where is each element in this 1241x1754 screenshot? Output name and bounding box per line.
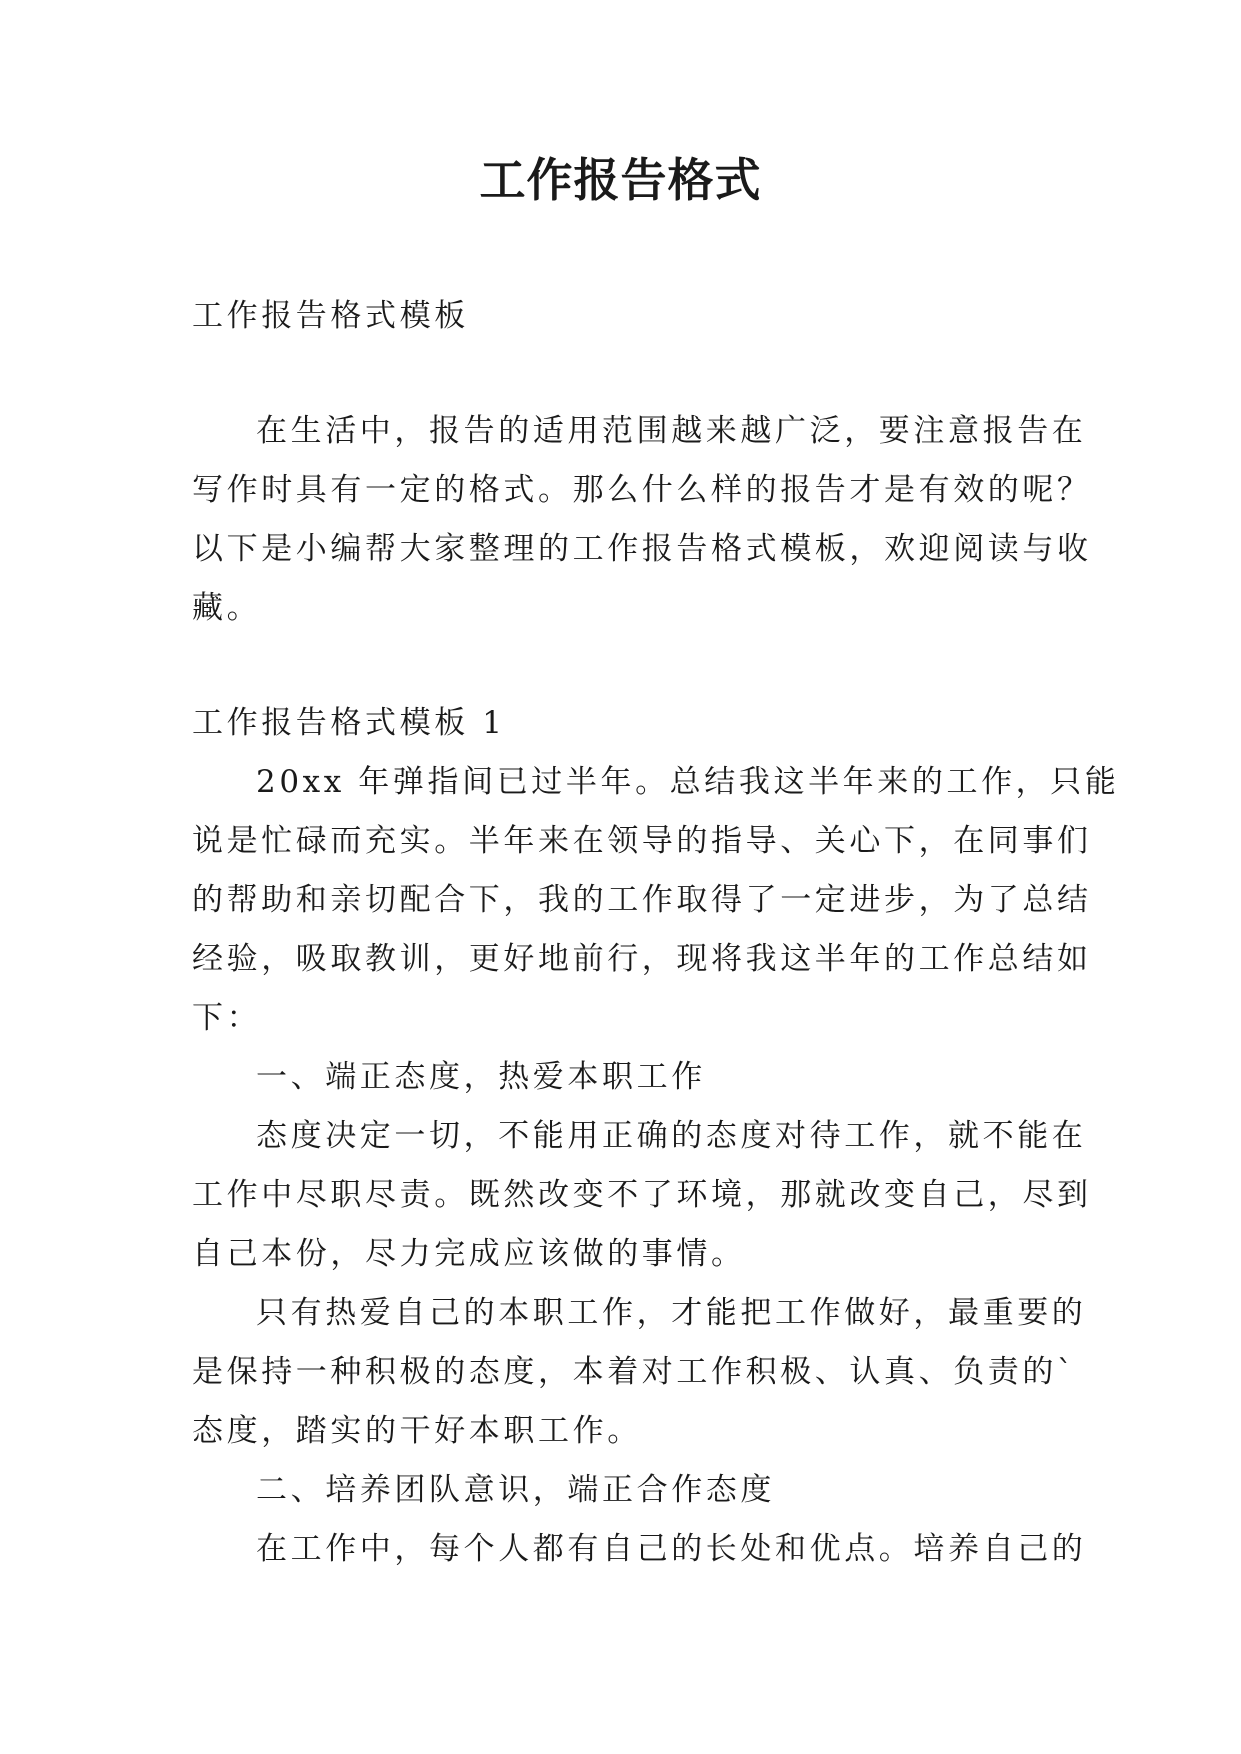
section-heading: 工作报告格式模板 1 (192, 705, 506, 741)
subsection-heading: 二、培养团队意识，端正合作态度 (256, 1472, 775, 1508)
paragraph-line: 以下是小编帮大家整理的工作报告格式模板，欢迎阅读与收 (192, 531, 1092, 567)
paragraph-line: 工作中尽职尽责。既然改变不了环境，那就改变自己，尽到 (192, 1177, 1092, 1213)
subtitle-line: 工作报告格式模板 (192, 298, 469, 334)
paragraph-line: 在工作中，每个人都有自己的长处和优点。培养自己的 (256, 1531, 1087, 1567)
paragraph-line: 态度，踏实的干好本职工作。 (192, 1413, 642, 1449)
paragraph-line: 态度决定一切，不能用正确的态度对待工作，就不能在 (256, 1118, 1087, 1154)
paragraph-line: 的帮助和亲切配合下，我的工作取得了一定进步，为了总结 (192, 882, 1092, 918)
paragraph-line: 是保持一种积极的态度，本着对工作积极、认真、负责的` (192, 1354, 1077, 1390)
paragraph-line: 在生活中，报告的适用范围越来越广泛，要注意报告在 (256, 413, 1087, 449)
paragraph-line: 20xx 年弹指间已过半年。总结我这半年来的工作，只能 (256, 764, 1120, 800)
paragraph-line: 下： (192, 1000, 262, 1036)
paragraph-line: 说是忙碌而充实。半年来在领导的指导、关心下，在同事们 (192, 823, 1092, 859)
paragraph-line: 自己本份，尽力完成应该做的事情。 (192, 1236, 746, 1272)
subsection-heading: 一、端正态度，热爱本职工作 (256, 1059, 706, 1095)
paragraph-line: 经验，吸取教训，更好地前行，现将我这半年的工作总结如 (192, 941, 1092, 977)
paragraph-line: 写作时具有一定的格式。那么什么样的报告才是有效的呢？ (192, 472, 1092, 508)
paragraph-line: 藏。 (192, 590, 262, 626)
paragraph-line: 只有热爱自己的本职工作，才能把工作做好，最重要的 (256, 1295, 1087, 1331)
document-title: 工作报告格式 (479, 153, 762, 207)
